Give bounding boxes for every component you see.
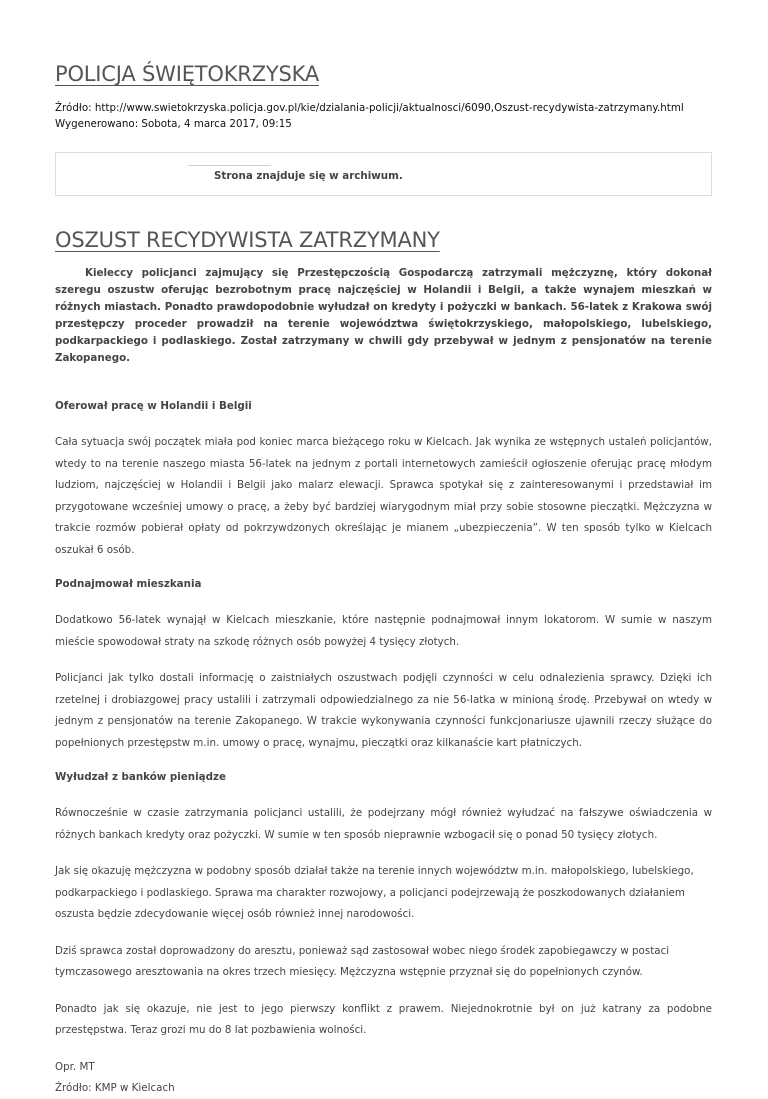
article-body xyxy=(55,398,712,1099)
source-url-line: Źródło: http://www.swietokrzyska.policja.gov.pl/kie/dzialania-policji/aktualnosci/6090,Oszust-recydywista-zatrzymany.html xyxy=(55,102,684,114)
paragraph: Cała sytuacja swój początek miała pod koniec marca bieżącego roku w Kielcach. Jak wynika ze wstępnych ustaleń policjantów, wtedy to na terenie naszego miasta 56-latek na jednym z portali internetowych zamieścił ogłoszenie oferując pracę młodym ludziom, najczęściej w Holandii i Belgii jako malarz elewacji. Sprawca spotykał się z zainteresowanymi i przedstawiał im przygotowane wcześniej umowy o pracę, a żeby być bardziej wiarygodnym miał przy sobie stosowne pieczątki. Mężczyzna w trakcie rozmów pobierał opłaty od pokrzywdzonych określając je mianem „ubezpieczenia”. W ten sposób tylko w Kielcach oszukał 6 osób. xyxy=(55,436,712,556)
article-title[interactable]: OSZUST RECYDYWISTA ZATRZYMANY xyxy=(55,228,440,252)
site-title[interactable]: POLICJA ŚWIĘTOKRZYSKA xyxy=(55,62,320,86)
section-heading-job-offers: Oferował pracę w Holandii i Belgii xyxy=(55,400,252,412)
archive-notice: Strona znajduje się w archiwum. xyxy=(214,170,403,182)
article-source: Źródło: KMP w Kielcach xyxy=(55,1081,175,1094)
paragraph: Dziś sprawca został doprowadzony do aresztu, ponieważ sąd zastosował wobec niego środek zapobiegawczy w postaci tymczasowego aresztowania na okres trzech miesięcy. Mężczyzna wstępnie przyznał się do popełnionych czynów. xyxy=(55,944,670,978)
page-meta xyxy=(55,100,684,132)
paragraph: Jak się okazuję mężczyzna w podobny sposób działał także na terenie innych województw m.in. małopolskiego, lubelskiego, podkarpackiego i podlaskiego. Sprawa ma charakter rozwojowy, a policjanci podejrzewają że poszkodowanych działaniem oszusta będzie zdecydowanie więcej osób również innej narodowości. xyxy=(55,865,694,920)
author-signature: Opr. MT xyxy=(55,1060,95,1073)
section-heading-bank-fraud: Wyłudzał z banków pieniądze xyxy=(55,771,226,783)
generated-date-line: Wygenerowano: Sobota, 4 marca 2017, 09:15 xyxy=(55,118,292,130)
paragraph: Policjanci jak tylko dostali informację o zaistniałych oszustwach podjęli czynności w celu odnalezienia sprawcy. Dzięki ich rzetelnej i drobiazgowej pracy ustalili i zatrzymali odpowiedzialnego za nie 56-latka w minioną środę. Przebywał on wtedy w jednym z pensjonatów na terenie Zakopanego. W trakcie wykonywania czynności funkcjonariusze ujawnili rzeczy służące do popełnionych przestępstw m.in. umowy o pracę, wynajmu, pieczątki oraz kilkanaście kart płatniczych. xyxy=(55,672,712,749)
paragraph: Równocześnie w czasie zatrzymania policjanci ustalili, że podejrzany mógł również wyłudzać na fałszywe oświadczenia w różnych bankach kredyty oraz pożyczki. W sumie w ten sposób nieprawnie wzbogacił się o ponad 50 tysięcy złotych. xyxy=(55,807,712,841)
article-lead: Kieleccy policjanci zajmujący się Przestępczością Gospodarczą zatrzymali mężczyznę, który dokonał szeregu oszustw oferując bezrobotnym pracę najczęściej w Holandii i Belgii, a także wynajem mieszkań w różnych miastach. Ponadto prawdopodobnie wyłudzał on kredyty i pożyczki w bankach. 56-latek z Krakowa swój przestępczy proceder prowadził na terenie województwa świętokrzyskiego, małopolskiego, lubelskiego, podkarpackiego i podlaskiego. Został zatrzymany w chwili gdy przebywał w jednym z pensjonatów na terenie Zakopanego. xyxy=(55,267,712,364)
divider xyxy=(188,165,271,166)
paragraph: Ponadto jak się okazuje, nie jest to jego pierwszy konflikt z prawem. Niejednokrotnie był on już katrany za podobne przestępstwa. Teraz grozi mu do 8 lat pozbawienia wolności. xyxy=(55,1002,712,1036)
archive-notice-box xyxy=(55,152,712,196)
paragraph: Dodatkowo 56-latek wynajął w Kielcach mieszkanie, które następnie podnajmował innym lokatorom. W sumie w naszym mieście spowodował straty na szkodę różnych osób powyżej 4 tysięcy złotych. xyxy=(55,614,712,648)
section-heading-apartments: Podnajmował mieszkania xyxy=(55,578,202,590)
